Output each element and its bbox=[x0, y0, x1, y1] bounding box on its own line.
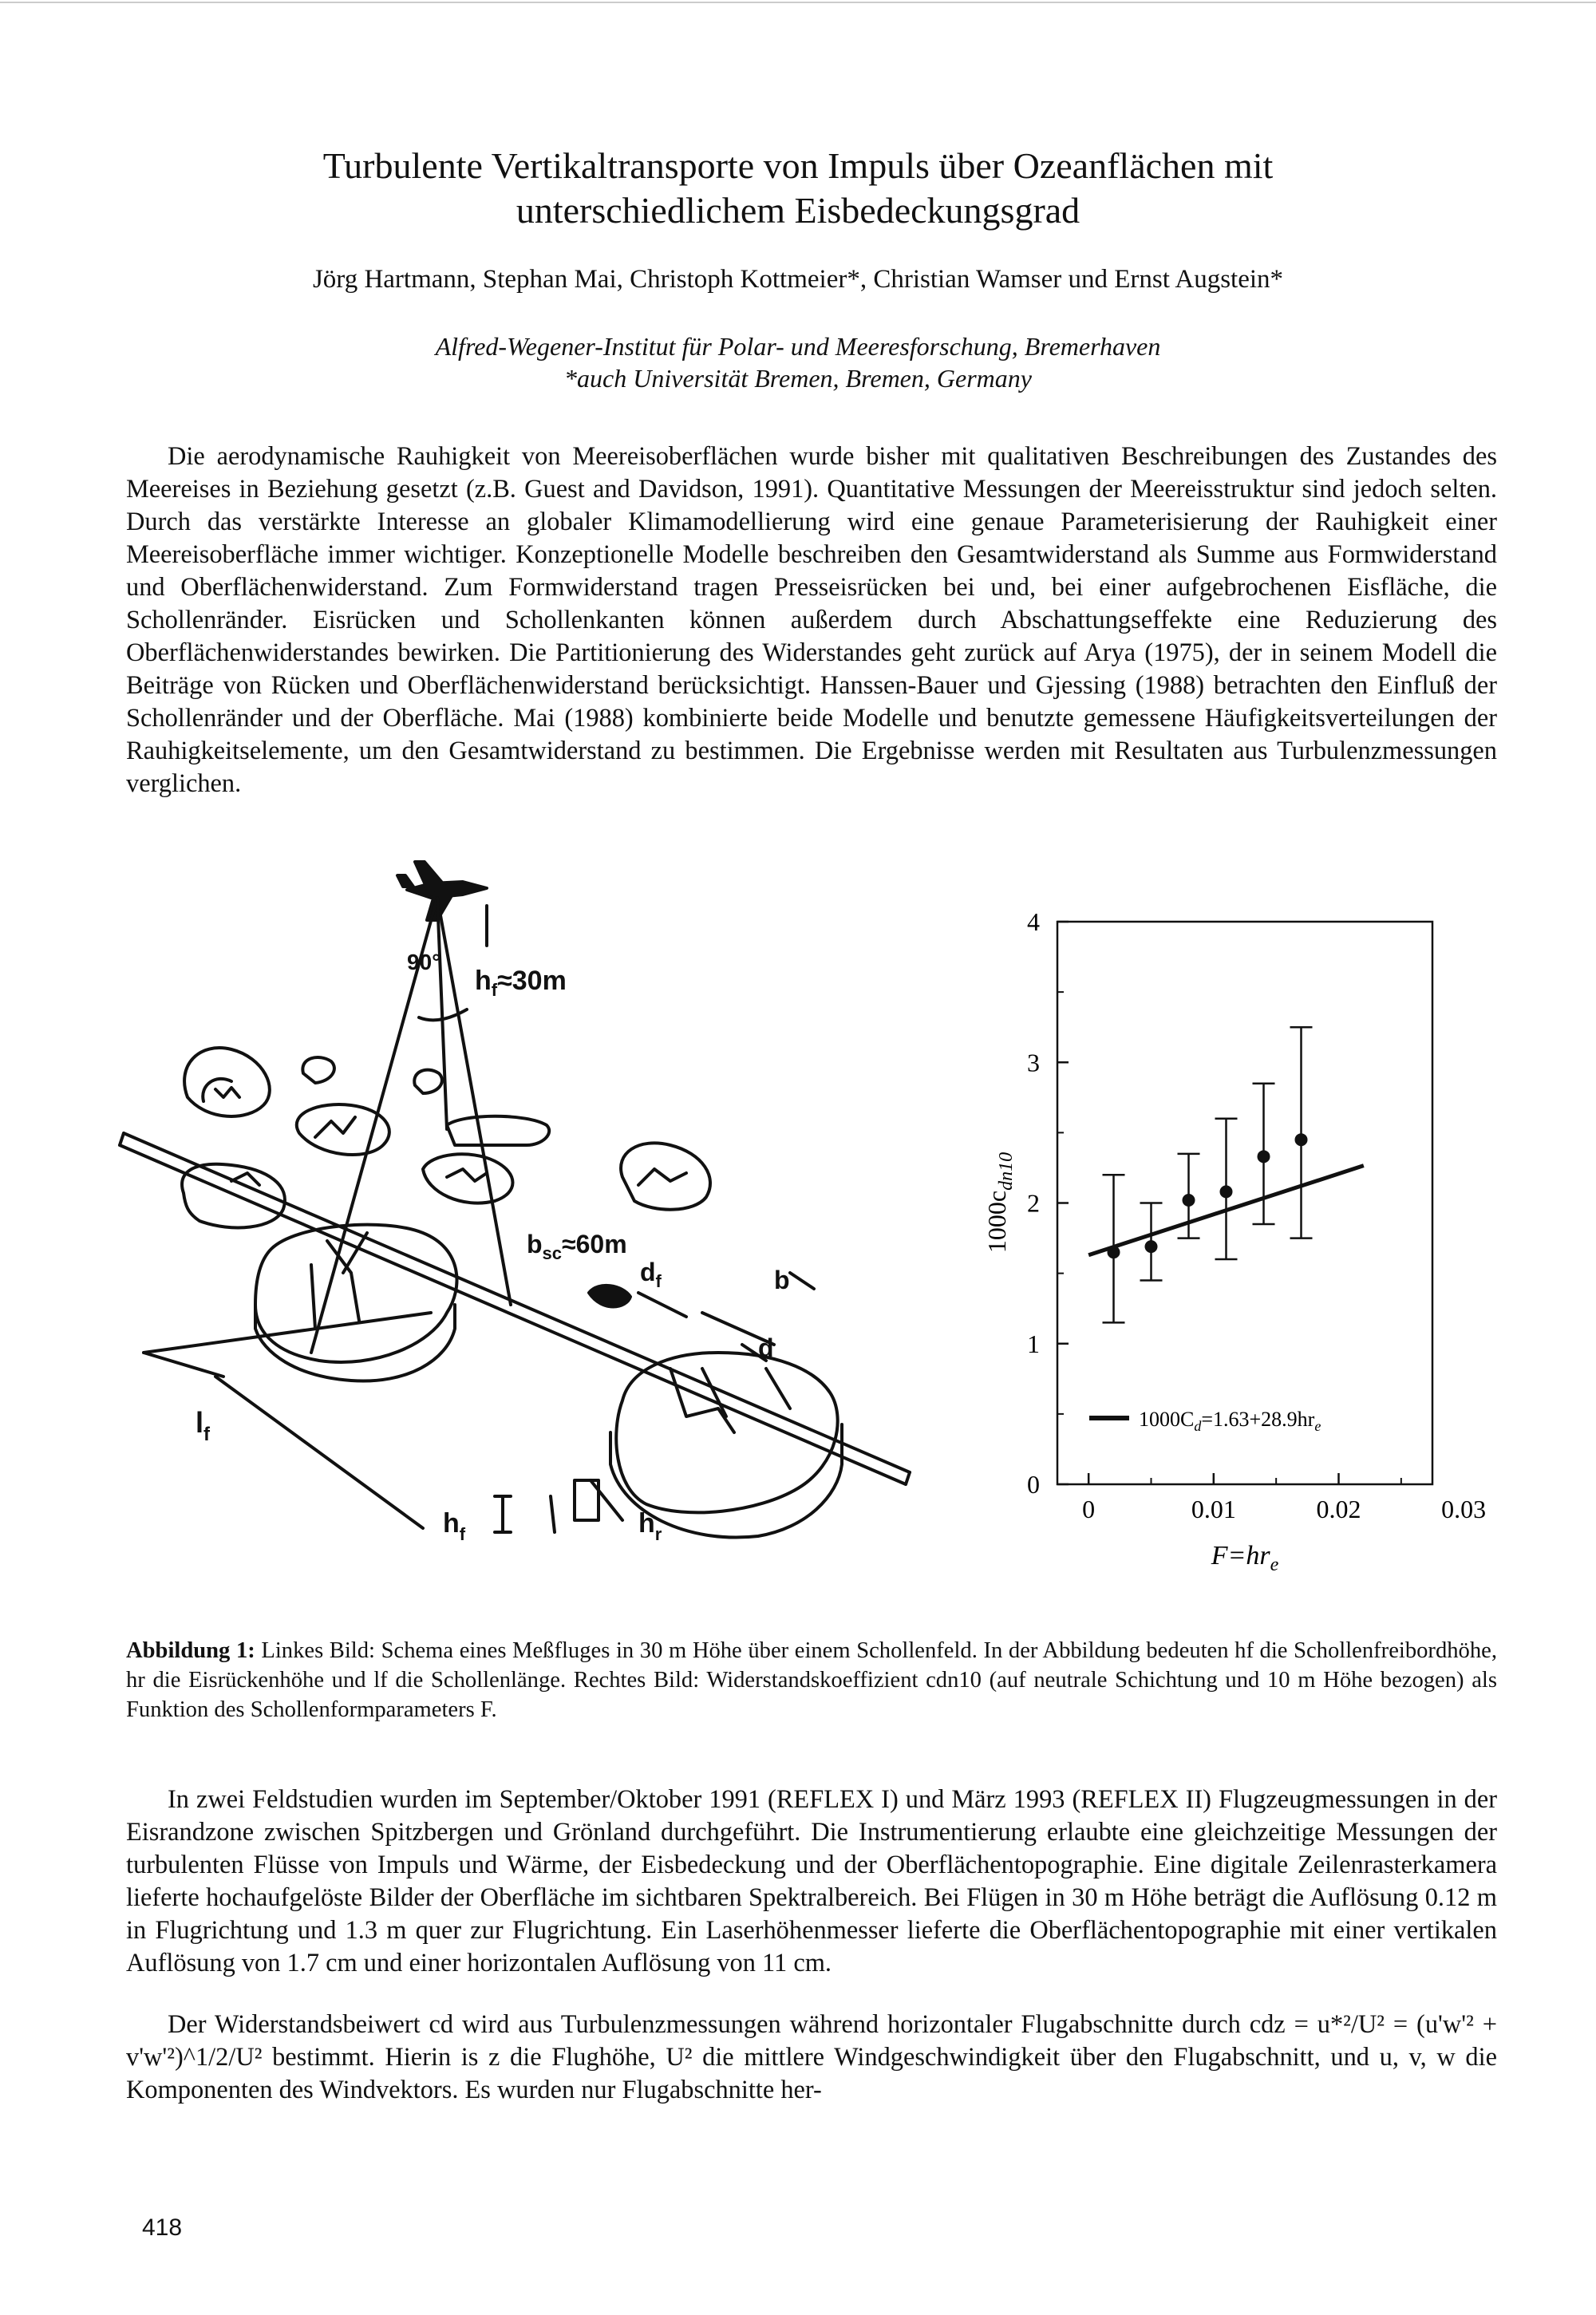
chart-legend: $1000C_d=1.63+28.9hr_e$ bbox=[1139, 1408, 1321, 1434]
figure-caption bbox=[126, 1636, 1497, 1724]
affiliation-line-1: Alfred-Wegener-Institut für Polar- und Meeresforschung, Bremerhaven bbox=[435, 332, 1161, 361]
abstract-text: Die aerodynamische Rauhigkeit von Meereisoberflächen wurde bisher mit qualitativen Beschreibungen des Zustandes des Meereises in Beziehung gesetzt (z.B. Guest and Davidson, 1991). Quantitative Messungen der Meereisstruktur sind jedoch selten. Durch das verstärkte Interesse an globaler Klimamodellierung wird eine genaue Parameterisierung der Rauhigkeit einer Meereisoberfläche immer wichtiger. Konzeptionelle Modelle beschreiben den Gesamtwiderstand als Summe aus Formwiderstand und Oberflächenwiderstand. Zum Formwiderstand tragen Presseisrücken bei und, bei einer aufgebrochenen Eisfläche, die Schollenränder. Eisrücken und Schollenkanten können außerdem durch Abschattungseffekte eine Reduzierung des Oberflächenwiderstandes bewirken. Die Partitionierung des Widerstandes geht zurück auf Arya (1975), der in seinem Modell die Beiträge von Rücken und Oberflächenwiderstand berücksichtigt. Hanssen-Bauer und Gjessing (1988) betrachten den Einfluß der Schollenränder und der Oberfläche. Mai (1988) kombinierte beide Modelle und benutzte gemessene Häufigkeitsverteilungen der Rauhigkeitselemente, um den Gesamtwiderstand zu bestimmen. Die Ergebnisse werden mit Resultaten aus Turbulenzmessungen verglichen. bbox=[126, 442, 1497, 798]
y-tick-label: 4 bbox=[1027, 907, 1040, 936]
body-text-2: Der Widerstandsbeiwert cd wird aus Turbulenzmessungen während horizontaler Flugabschnitte durch cdz = u*²/U² = (u'w'² + v'w'²)^1/2/U² bestimmt. Hierin is z die Flughöhe, U² die mittlere Windgeschwindigkeit über den Flugabschnitt, und u, v, w die Komponenten des Windvektors. Es wurden nur Flugabschnitte her- bbox=[126, 2010, 1497, 2104]
page-number: 418 bbox=[142, 2214, 183, 2241]
body-text-1: In zwei Feldstudien wurden im September/Oktober 1991 (REFLEX I) und März 1993 (REFLEX II) Flugzeugmessungen in der Eisrandzone zwischen Spitzbergen und Grönland durchgeführt. Die Instrumentierung erlaubte eine gleichzeitige Messungen der turbulenten Flüsse von Impuls und Wärme, der Eisbedeckung und der Oberflächentopographie. Eine digitale Zeilenrasterkamera lieferte hochaufgelöste Bilder der Oberfläche im sichtbaren Spektralbereich. Bei Flügen in 30 m Höhe beträgt die Auflösung 0.12 m in Flugrichtung und 1.3 m quer zur Flugrichtung. Ein Laserhöhenmesser lieferte die Oberflächentopographie mit einer vertikalen Auflösung von 1.7 cm und einer horizontalen Auflösung von 11 cm. bbox=[126, 1785, 1497, 1977]
data-point bbox=[1183, 1194, 1195, 1207]
scan-edge-line bbox=[0, 2, 1596, 3]
caption-label: Abbildung 1: bbox=[126, 1638, 255, 1663]
floe-length-label: $l_f$ bbox=[196, 1406, 211, 1445]
title-line-1: Turbulente Vertikaltransporte von Impuls über Ozeanflächen mit bbox=[322, 145, 1274, 186]
data-point bbox=[1220, 1185, 1233, 1198]
swath-width-label: $b_{sc}\approx 60m$ bbox=[527, 1230, 627, 1263]
aircraft-icon bbox=[397, 862, 487, 920]
flight-schematic-figure bbox=[112, 858, 950, 1624]
x-axis-label: $F=hr_e$ bbox=[1211, 1541, 1279, 1575]
affiliation bbox=[128, 330, 1468, 394]
freeboard-height-label: $h_f$ bbox=[443, 1508, 466, 1544]
caption-text: Linkes Bild: Schema eines Meßfluges in 30 m Höhe über einem Schollenfeld. In der Abbildung bedeuten hf die Schollenfreibordhöhe, hr die Eisrückenhöhe und lf die Schollenlänge. Rechtes Bild: Widerstandskoeffizient cdn10 (auf neutrale Schichtung und 10 m Höhe bezogen) als Funktion des Schollenformparameters F. bbox=[126, 1638, 1497, 1722]
y-tick-label: 2 bbox=[1027, 1188, 1040, 1218]
x-tick-label: 0.01 bbox=[1191, 1495, 1236, 1523]
paper-title bbox=[128, 144, 1468, 233]
x-tick-label: 0.03 bbox=[1441, 1495, 1487, 1523]
y-tick-label: 3 bbox=[1027, 1048, 1040, 1077]
body-paragraph-1 bbox=[126, 1784, 1497, 1980]
viewing-angle-label: 90° bbox=[407, 950, 441, 974]
floe-distance-label: $d_f$ bbox=[640, 1258, 662, 1291]
data-point bbox=[1145, 1240, 1158, 1253]
body-paragraph-2 bbox=[126, 2009, 1497, 2107]
title-line-2: unterschiedlichem Eisbedeckungsgrad bbox=[516, 190, 1080, 231]
ridge-width-label: b bbox=[774, 1266, 790, 1294]
x-tick-label: 0.02 bbox=[1316, 1495, 1361, 1523]
ridge-spacing-label: d bbox=[758, 1333, 774, 1362]
author-list: Jörg Hartmann, Stephan Mai, Christoph Kottmeier*, Christian Wamser und Ernst Augstein* bbox=[312, 265, 1284, 294]
y-tick-label: 0 bbox=[1027, 1470, 1040, 1499]
y-tick-label: 1 bbox=[1027, 1329, 1040, 1358]
data-point bbox=[1258, 1150, 1270, 1163]
data-point bbox=[1295, 1133, 1308, 1146]
drag-coefficient-chart bbox=[954, 898, 1496, 1608]
y-axis-label: $1000c_{dn10}$ bbox=[982, 1152, 1017, 1254]
x-tick-label: 0 bbox=[1082, 1495, 1096, 1523]
ridge-height-label: $h_r$ bbox=[638, 1508, 662, 1544]
flight-height-label: $h_f\approx 30m$ bbox=[475, 966, 567, 1000]
affiliation-line-2: *auch Universität Bremen, Bremen, Germany bbox=[564, 364, 1032, 393]
abstract-paragraph bbox=[126, 440, 1497, 800]
